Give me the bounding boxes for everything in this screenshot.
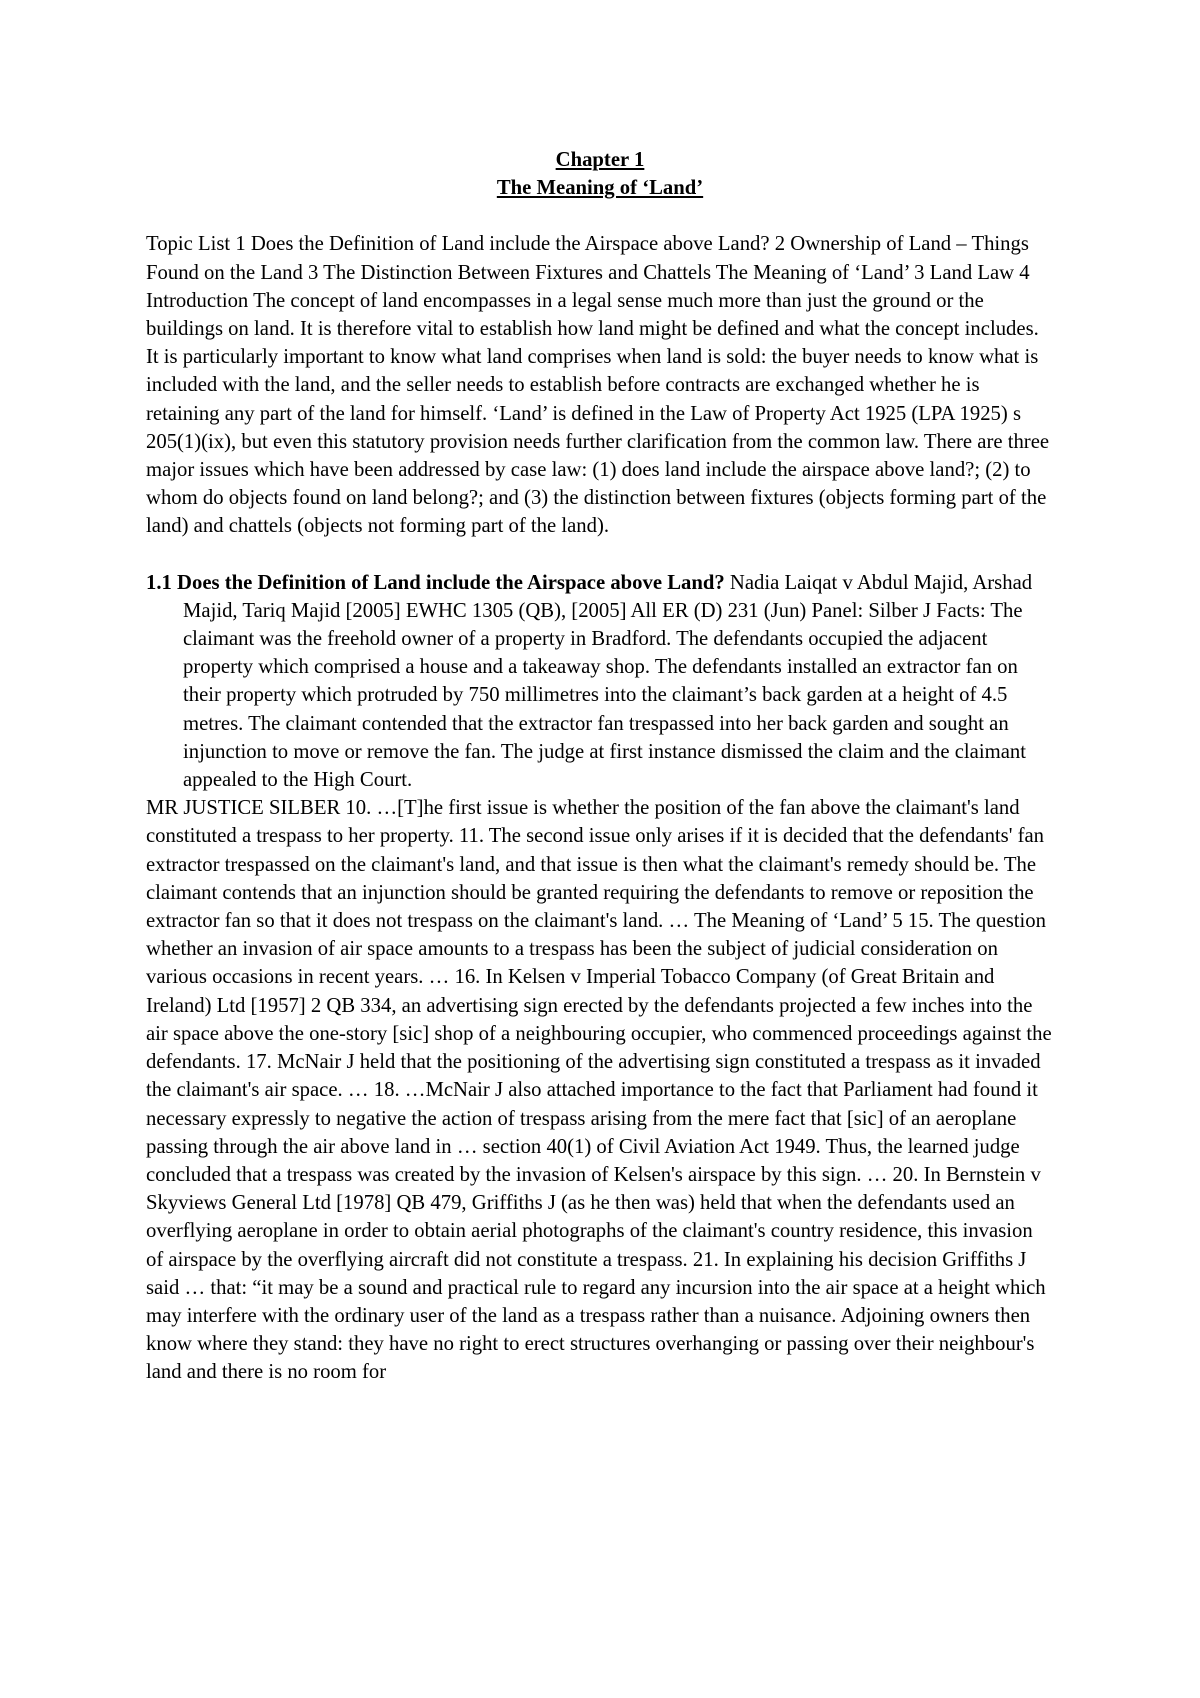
- judgment-paragraph: MR JUSTICE SILBER 10. …[T]he first issue is whether the position of the fan above the claimant's land constituted a trespass to her property. 11. The second issue only arises if it is decided that the defendants' fan extractor trespassed on the claimant's land, and that issue is then what the claimant's remedy should be. The claimant contends that an injunction should be granted requiring the defendants to remove or reposition the extractor fan so that it does not trespass on the claimant's land. … The Meaning of ‘Land’ 5 15. The question whether an invasion of air space amounts to a trespass has been the subject of judicial consideration on various occasions in recent years. … 16. In Kelsen v Imperial Tobacco Company (of Great Britain and Ireland) Ltd [1957] 2 QB 334, an advertising sign erected by the defendants projected a few inches into the air space above the one-story [sic] shop of a neighbouring occupier, who commenced proceedings against the defendants. 17. McNair J held that the positioning of the advertising sign constituted a trespass as it invaded the claimant's air space. … 18. …McNair J also attached importance to the fact that Parliament had found it necessary expressly to negative the action of trespass arising from the mere fact that [sic] of an aeroplane passing through the air above land in … section 40(1) of Civil Aviation Act 1949. Thus, the learned judge concluded that a trespass was created by the invasion of Kelsen's airspace by this sign. … 20. In Bernstein v Skyviews General Ltd [1978] QB 479, Griffiths J (as he then was) held that when the defendants used an overflying aeroplane in order to obtain aerial photographs of the claimant's country residence, this invasion of airspace by the overflying aircraft did not constitute a trespass. 21. In explaining his decision Griffiths J said … that: “it may be a sound and practical rule to regard any incursion into the air space at a height which may interfere with the ordinary user of the land as a trespass rather than a nuisance. Adjoining owners then know where they stand: they have no right to erect structures overhanging or passing over their neighbour's land and there is no room for: [146, 797, 1052, 1384]
- section-1-1-paragraph: [146, 569, 1054, 795]
- section-heading: 1.1 Does the Definition of Land include the Airspace above Land?: [146, 571, 725, 594]
- chapter-title: The Meaning of ‘Land’: [496, 177, 704, 200]
- chapter-label: Chapter 1: [555, 149, 645, 171]
- case-summary-text: Nadia Laiqat v Abdul Majid, Arshad Majid, Tariq Majid [2005] EWHC 1305 (QB), [2005] All ER (D) 231 (Jun) Panel: Silber J Facts: The claimant was the freehold owner of a property in Bradford. The defendants occupied the adjacent property which comprised a house and a takeaway shop. The defendants installed an extractor fan on their property which protruded by 750 millimetres into the claimant’s back garden at a height of 4.5 metres. The claimant contended that the extractor fan trespassed into her back garden and sought an injunction to move or remove the fan. The judge at first instance dismissed the claim and the claimant appealed to the High Court.: [183, 571, 1033, 792]
- topic-list-paragraph: Topic List 1 Does the Definition of Land include the Airspace above Land? 2 Ownership of Land – Things Found on the Land 3 The Distinction Between Fixtures and Chattels The Meaning of ‘Land’ 3 Land Law 4 Introduction The concept of land encompasses in a legal sense much more than just the ground or the buildings on land. It is therefore vital to establish how land might be defined and what the concept includes. It is particularly important to know what land comprises when land is sold: the buyer needs to know what is included with the land, and the seller needs to establish before contracts are exchanged whether he is retaining any part of the land for himself. ‘Land’ is defined in the Law of Property Act 1925 (LPA 1925) s 205(1)(ix), but even this statutory provision needs further clarification from the common law. There are three major issues which have been addressed by case law: (1) does land include the airspace above land?; (2) to whom do objects found on land belong?; and (3) the distinction between fixtures (objects forming part of the land) and chattels (objects not forming part of the land).: [146, 233, 1050, 538]
- document-page: [146, 146, 1054, 1387]
